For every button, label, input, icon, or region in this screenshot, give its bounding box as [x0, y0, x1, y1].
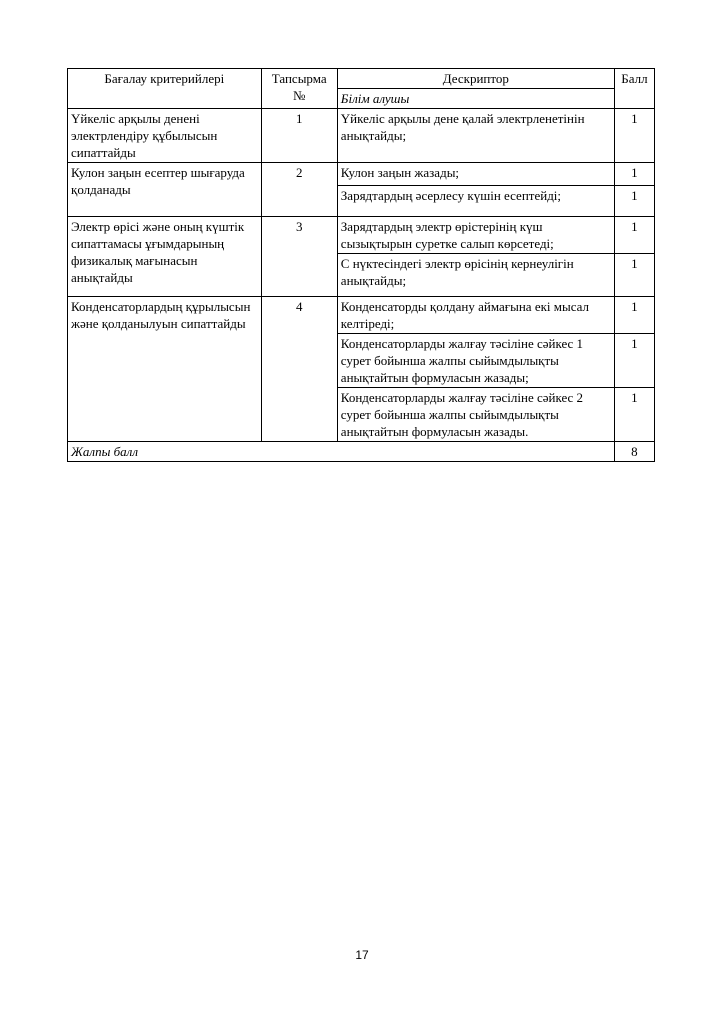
score-cell: 1 — [614, 163, 654, 186]
score-cell: 1 — [614, 217, 654, 254]
descriptor-cell: Кулон заңын жазады; — [337, 163, 614, 186]
table-row — [68, 297, 655, 334]
descriptor-cell: Зарядтардың электр өрістерінің күш сызықтырын суретке салып көрсетеді; — [337, 217, 614, 254]
table-row — [68, 217, 655, 254]
criterion-cell: Электр өрісі және оның күштік сипаттамасы ұғымдарының физикалық мағынасын анықтайды — [68, 217, 262, 297]
criterion-cell: Үйкеліс арқылы денені электрлендіру құбылысын сипаттайды — [68, 109, 262, 163]
assessment-criteria-table — [67, 68, 655, 462]
score-cell: 1 — [614, 297, 654, 334]
total-label: Жалпы балл — [68, 442, 615, 462]
task-number-cell: 2 — [261, 163, 337, 217]
total-value: 8 — [614, 442, 654, 462]
header-descriptor: Дескриптор — [337, 69, 614, 89]
criterion-cell: Кулон заңын есептер шығаруда қолданады — [68, 163, 262, 217]
header-score: Балл — [614, 69, 654, 109]
table-header-row — [68, 69, 655, 89]
total-row — [68, 442, 655, 462]
task-number-cell: 3 — [261, 217, 337, 297]
descriptor-cell: Үйкеліс арқылы дене қалай электрленетінін анықтайды; — [337, 109, 614, 163]
descriptor-cell: Конденсаторларды жалғау тәсіліне сәйкес 1 сурет бойынша жалпы сыйымдылықты анықтайтын формуласын жазады; — [337, 334, 614, 388]
score-cell: 1 — [614, 334, 654, 388]
header-learner: Білім алушы — [337, 89, 614, 109]
table-row — [68, 109, 655, 163]
score-cell: 1 — [614, 109, 654, 163]
task-number-cell: 1 — [261, 109, 337, 163]
score-cell: 1 — [614, 186, 654, 217]
descriptor-cell: Зарядтардың әсерлесу күшін есептейді; — [337, 186, 614, 217]
score-cell: 1 — [614, 254, 654, 297]
score-cell: 1 — [614, 388, 654, 442]
task-number-cell: 4 — [261, 297, 337, 442]
header-criteria: Бағалау критерийлері — [68, 69, 262, 109]
descriptor-cell: С нүктесіндегі электр өрісінің кернеулігін анықтайды; — [337, 254, 614, 297]
page-number: 17 — [355, 948, 369, 962]
table-row — [68, 163, 655, 186]
header-task: Тапсырма № — [261, 69, 337, 109]
descriptor-cell: Конденсаторларды жалғау тәсіліне сәйкес 2 сурет бойынша жалпы сыйымдылықты анықтайтын формуласын жазады. — [337, 388, 614, 442]
descriptor-cell: Конденсаторды қолдану аймағына екі мысал келтіреді; — [337, 297, 614, 334]
criterion-cell: Конденсаторлардың құрылысын және қолданылуын сипаттайды — [68, 297, 262, 442]
